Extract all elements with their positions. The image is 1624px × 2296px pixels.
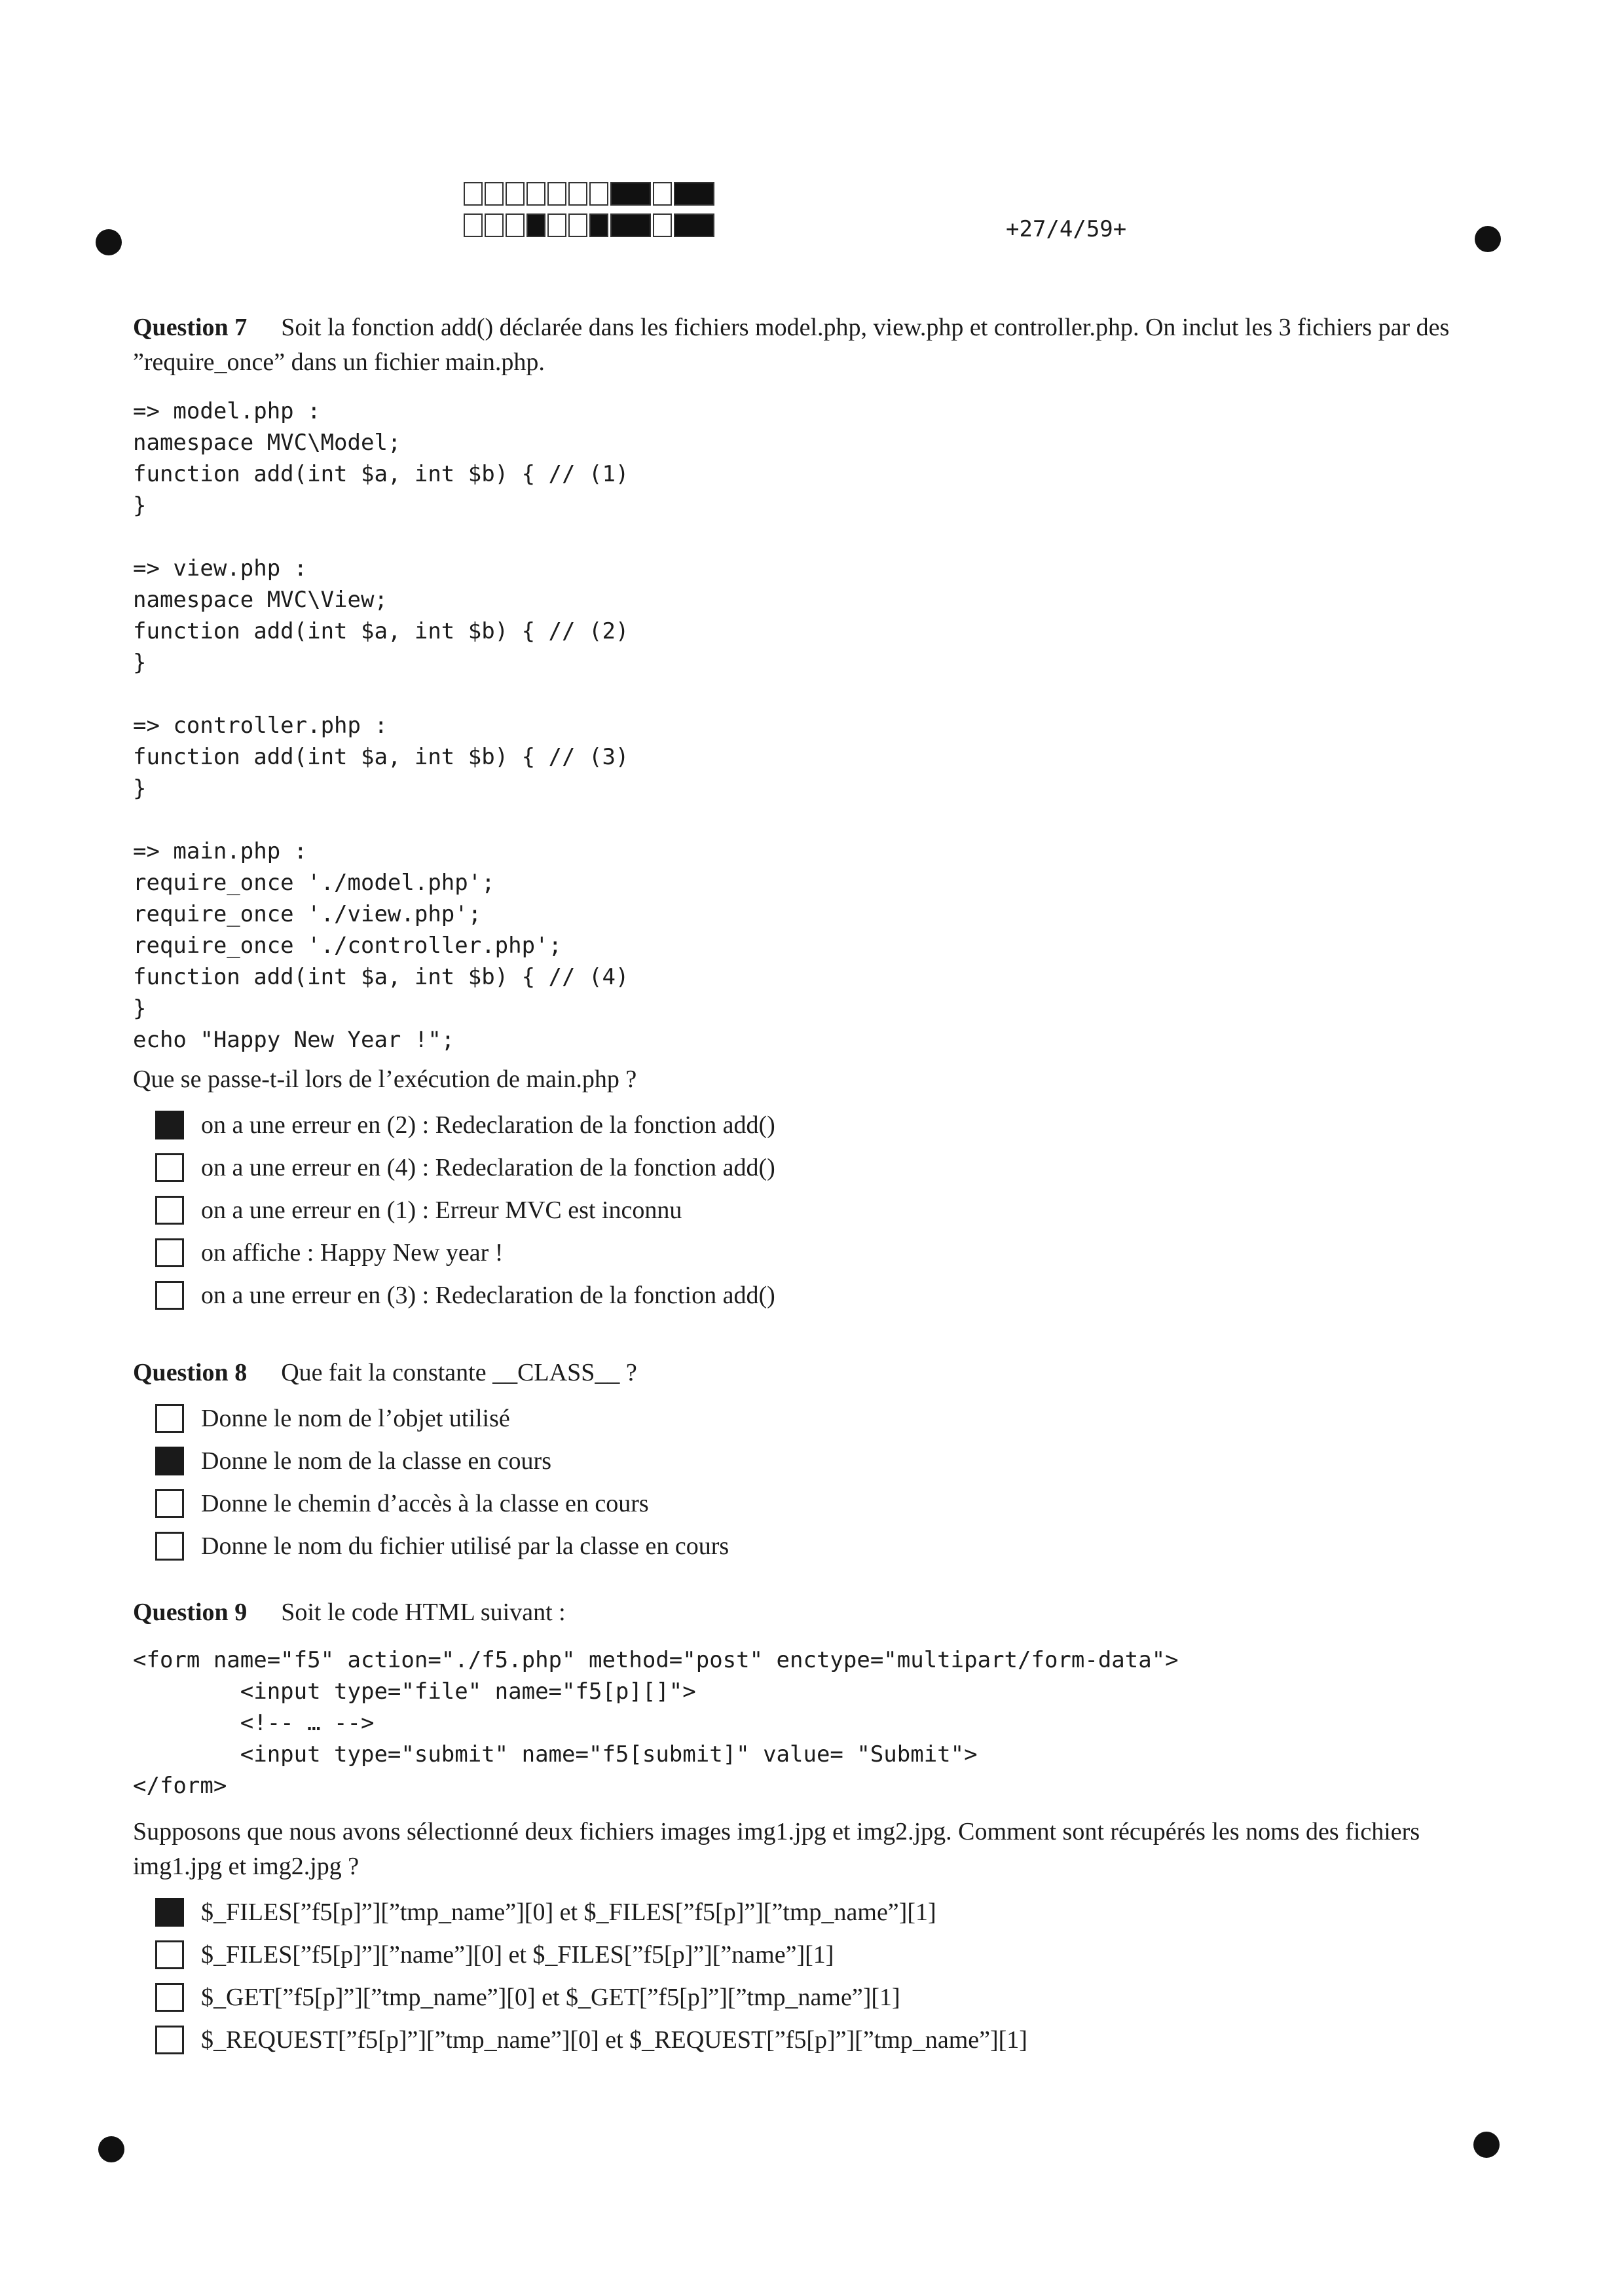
question-8 (133, 1356, 1475, 1567)
question-9 (133, 1595, 1475, 2061)
answer-option[interactable] (133, 1976, 1475, 2018)
answer-checkbox[interactable] (155, 1983, 184, 2012)
question-9-options (133, 1891, 1475, 2061)
question-7-code: => model.php : namespace MVC\Model; function add(int $a, int $b) { // (1) } => view.php : namespace MVC\View; function add(int $a, int $b) { // (2) } => controller.php : function add(int $a, int $b) { // (3) } => main.php : require_once './model.php'; require_once './view.php'; require_once './controller.php'; function add(int $a, int $b) { // (4) } echo "Happy New Year !"; (133, 398, 629, 1053)
answer-checkbox[interactable] (155, 1153, 184, 1182)
answer-checkbox[interactable] (155, 1238, 184, 1267)
answer-checkbox[interactable] (155, 1940, 184, 1969)
barcode-cell (506, 182, 525, 206)
answer-checkbox[interactable] (155, 1281, 184, 1310)
answer-option[interactable] (133, 1146, 1475, 1189)
registration-mark-bottom-left (98, 2136, 124, 2162)
answer-option[interactable] (133, 1933, 1475, 1976)
barcode-cell (568, 182, 587, 206)
answer-checkbox-checked[interactable] (155, 1111, 184, 1139)
question-9-prompt: Supposons que nous avons sélectionné deux fichiers images img1.jpg et img2.jpg. Comment sont récupérés les noms des fichiers img1.jpg et img2.jpg ? (133, 1818, 1420, 1880)
question-8-title: Question 8 (133, 1359, 248, 1386)
question-9-text: Soit le code HTML suivant : (281, 1599, 566, 1626)
answer-checkbox[interactable] (155, 1404, 184, 1433)
question-7-stem (133, 310, 1475, 380)
barcode-cell (485, 213, 504, 237)
barcode-cell (464, 213, 483, 237)
answer-option[interactable] (133, 1103, 1475, 1146)
registration-mark-bottom-right (1473, 2132, 1500, 2158)
barcode-cell (464, 182, 483, 206)
barcode-row (464, 213, 762, 238)
barcode-row (464, 182, 762, 207)
answer-option[interactable] (133, 1231, 1475, 1274)
question-7-text: Soit la fonction add() déclarée dans les fichiers model.php, view.php et controller.php. On inclut les 3 fichiers par des ”require_once” dans un fichier main.php. (133, 314, 1450, 376)
registration-mark-top-right (1475, 226, 1501, 252)
question-8-stem (133, 1356, 1475, 1390)
question-8-options (133, 1397, 1475, 1567)
answer-checkbox[interactable] (155, 2026, 184, 2054)
page-barcode (464, 182, 762, 245)
page-id: +27/4/59+ (1006, 216, 1127, 242)
answer-option[interactable] (133, 2018, 1475, 2061)
answer-label: on a une erreur en (3) : Redeclaration de la fonction add() (201, 1281, 775, 1309)
barcode-cell (526, 213, 545, 237)
barcode-cell (547, 213, 566, 237)
question-9-code: <form name="f5" action="./f5.php" method="post" enctype="multipart/form-data"> <input type="file" name="f5[p][]"> <!-- … --> <input type="submit" name="f5[submit]" value= "Submit"> </form> (133, 1647, 1179, 1799)
answer-option[interactable] (133, 1189, 1475, 1231)
barcode-cell (610, 213, 651, 237)
registration-mark-top-left (96, 229, 122, 255)
question-7-title: Question 7 (133, 314, 248, 341)
barcode-cell (653, 213, 672, 237)
barcode-cell (526, 182, 545, 206)
question-9-title: Question 9 (133, 1599, 248, 1626)
answer-label: on affiche : Happy New year ! (201, 1238, 504, 1267)
answer-option[interactable] (133, 1525, 1475, 1567)
answer-label: Donne le chemin d’accès à la classe en cours (201, 1489, 649, 1517)
answer-label: Donne le nom de la classe en cours (201, 1447, 551, 1475)
barcode-cell (568, 213, 587, 237)
answer-label: $_FILES[”f5[p]”][”tmp_name”][0] et $_FILES[”f5[p]”][”tmp_name”][1] (201, 1898, 936, 1926)
answer-checkbox-checked[interactable] (155, 1447, 184, 1475)
answer-option[interactable] (133, 1891, 1475, 1933)
barcode-cell (674, 182, 714, 206)
question-8-text: Que fait la constante __CLASS__ ? (281, 1359, 637, 1386)
answer-checkbox[interactable] (155, 1196, 184, 1225)
barcode-cell (610, 182, 651, 206)
barcode-cell (485, 182, 504, 206)
barcode-cell (674, 213, 714, 237)
answer-label: on a une erreur en (1) : Erreur MVC est inconnu (201, 1196, 682, 1224)
answer-option[interactable] (133, 1482, 1475, 1525)
answer-label: Donne le nom de l’objet utilisé (201, 1404, 510, 1432)
answer-option[interactable] (133, 1397, 1475, 1439)
barcode-cell (589, 182, 608, 206)
barcode-cell (653, 182, 672, 206)
answer-label: $_REQUEST[”f5[p]”][”tmp_name”][0] et $_REQUEST[”f5[p]”][”tmp_name”][1] (201, 2026, 1027, 2054)
answer-checkbox[interactable] (155, 1489, 184, 1518)
answer-label: Donne le nom du fichier utilisé par la classe en cours (201, 1532, 729, 1560)
answer-checkbox[interactable] (155, 1532, 184, 1561)
answer-label: $_GET[”f5[p]”][”tmp_name”][0] et $_GET[”f5[p]”][”tmp_name”][1] (201, 1983, 900, 2011)
answer-label: on a une erreur en (4) : Redeclaration de la fonction add() (201, 1153, 775, 1181)
answer-label: $_FILES[”f5[p]”][”name”][0] et $_FILES[”f5[p]”][”name”][1] (201, 1940, 834, 1969)
question-9-stem (133, 1595, 1475, 1630)
barcode-cell (547, 182, 566, 206)
answer-option[interactable] (133, 1274, 1475, 1316)
answer-checkbox-checked[interactable] (155, 1898, 184, 1927)
barcode-cell (589, 213, 608, 237)
question-7 (133, 310, 1475, 1316)
question-7-prompt: Que se passe-t-il lors de l’exécution de main.php ? (133, 1065, 637, 1093)
barcode-cell (506, 213, 525, 237)
answer-option[interactable] (133, 1439, 1475, 1482)
answer-label: on a une erreur en (2) : Redeclaration de la fonction add() (201, 1111, 775, 1139)
question-7-options (133, 1103, 1475, 1316)
